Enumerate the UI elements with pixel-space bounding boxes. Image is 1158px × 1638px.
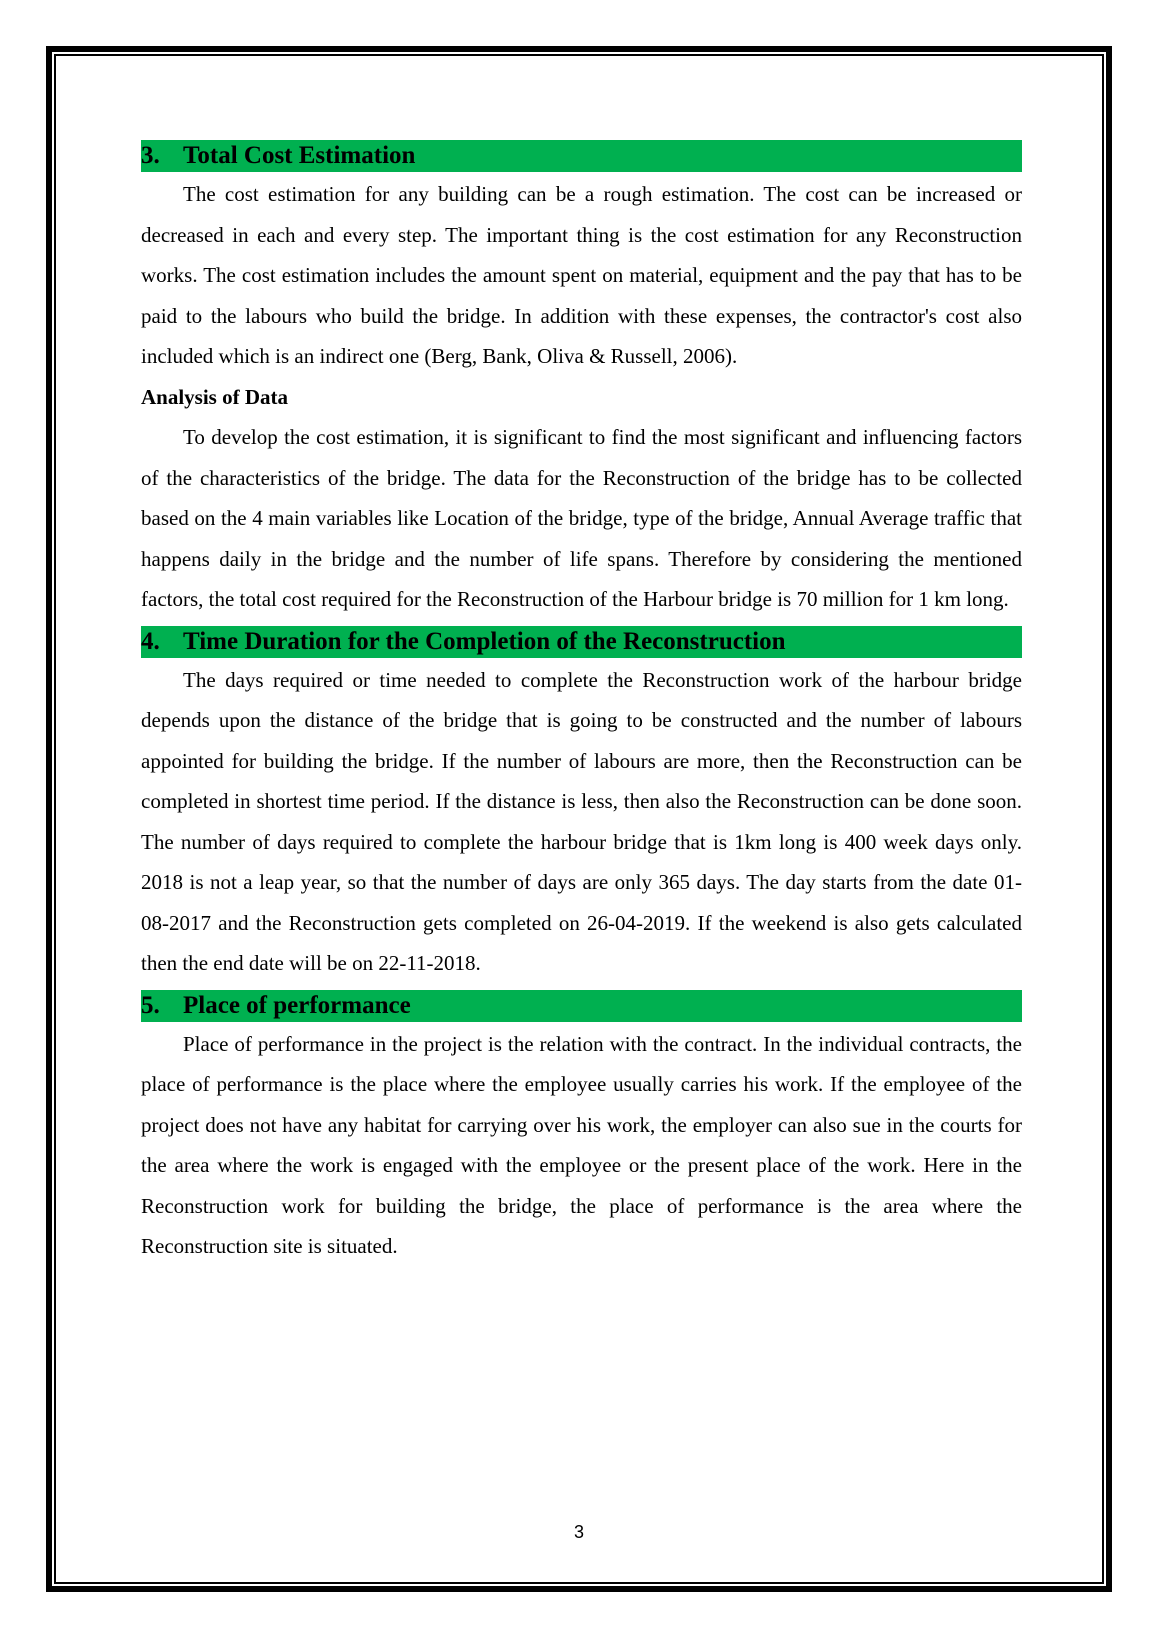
- section-paragraph: To develop the cost estimation, it is significant to find the most significant and influencing factors of the characteristics of the bridge. The data for the Reconstruction of the bridge has to be collected based on the 4 main variables like Location of the bridge, type of the bridge, Annual Average traffic that happens daily in the bridge and the number of life spans. Therefore by considering the mentioned factors, the total cost required for the Reconstruction of the Harbour bridge is 70 million for 1 km long.: [141, 425, 1022, 611]
- section-number: 3.: [141, 142, 160, 169]
- section-title: Time Duration for the Completion of the Reconstruction: [183, 627, 786, 655]
- section-heading-time-duration: [141, 626, 1022, 658]
- section-paragraph: The days required or time needed to complete the Reconstruction work of the harbour bridge depends upon the distance of the bridge that is going to be constructed and the number of labours appointed for building the bridge. If the number of labours are more, then the Reconstruction can be completed in shortest time period. If the distance is less, then also the Reconstruction can be done soon. The number of days required to complete the harbour bridge that is 1km long is 400 week days only. 2018 is not a leap year, so that the number of days are only 365 days. The day starts from the date 01-08-2017 and the Reconstruction gets completed on 26-04-2019. If the weekend is also gets calculated then the end date will be on 22-11-2018.: [141, 667, 1022, 975]
- section-number: 4.: [141, 627, 160, 655]
- section-heading-place-of-performance: [141, 990, 1022, 1022]
- section-title: Place of performance: [183, 991, 411, 1019]
- section-number: 5.: [141, 991, 160, 1019]
- subheading-analysis-of-data: Analysis of Data: [141, 384, 289, 409]
- section-paragraph: Place of performance in the project is the relation with the contract. In the individual contracts, the place of performance is the place where the employee usually carries his work. If the employee of the project does not have any habitat for carrying over his work, the employer can also sue in the courts for the area where the work is engaged with the employee or the present place of the work. Here in the Reconstruction work for building the bridge, the place of performance is the area where the Reconstruction site is situated.: [141, 1031, 1022, 1258]
- section-heading-total-cost-estimation: [141, 140, 1022, 172]
- section-paragraph: The cost estimation for any building can be a rough estimation. The cost can be increased or decreased in each and every step. The important thing is the cost estimation for any Reconstruction works. The cost estimation includes the amount spent on material, equipment and the pay that has to be paid to the labours who build the bridge. In addition with these expenses, the contractor's cost also included which is an indirect one (Berg, Bank, Oliva & Russell, 2006).: [141, 182, 1022, 368]
- section-title: Total Cost Estimation: [183, 142, 416, 169]
- page-number: 3: [573, 1522, 584, 1542]
- document-body: [141, 140, 1022, 1267]
